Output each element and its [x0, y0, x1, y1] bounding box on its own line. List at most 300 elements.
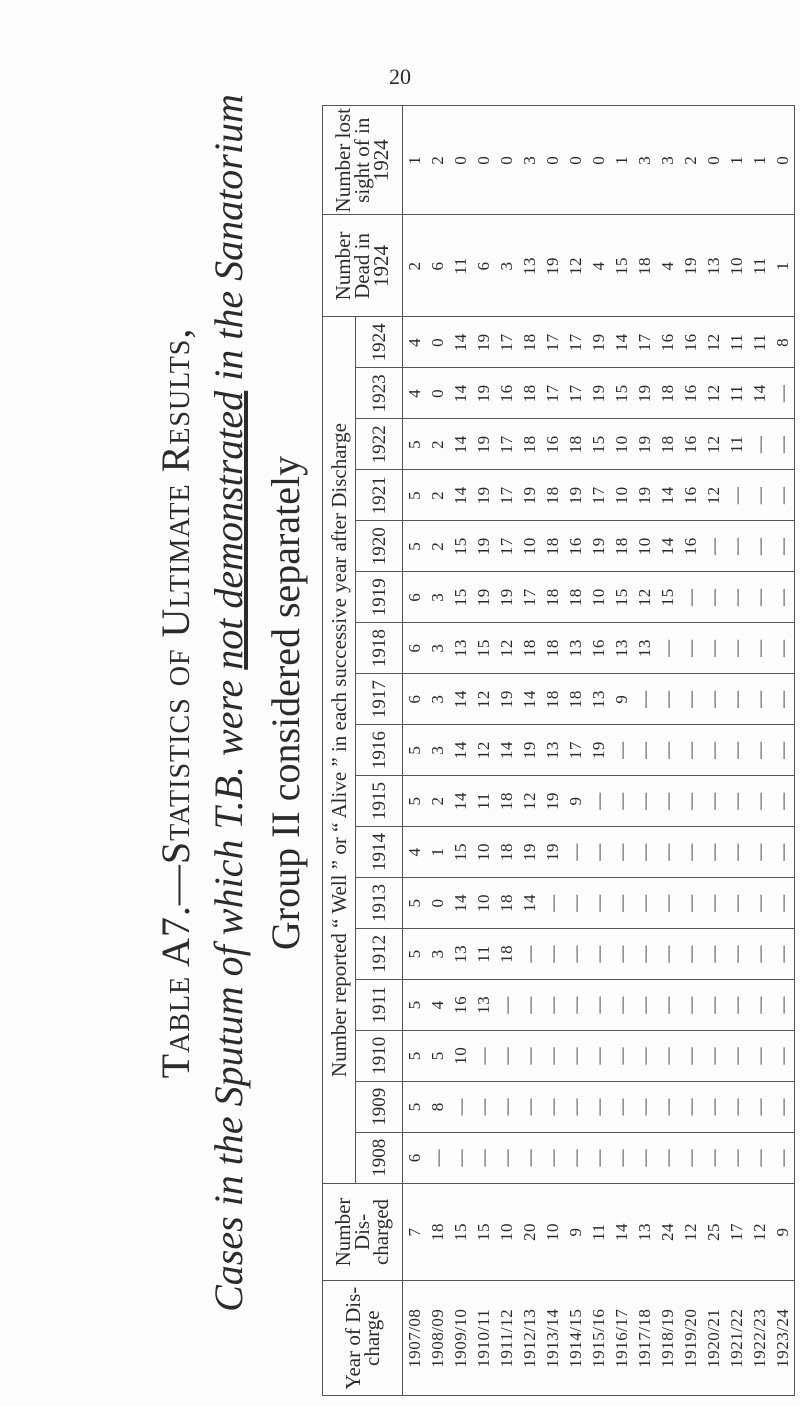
table-row	[679, 106, 702, 1396]
cell-value: 0	[426, 877, 449, 928]
cell-value: 16	[495, 368, 518, 419]
cell-value: —	[541, 877, 564, 928]
cell-value: —	[633, 1030, 656, 1081]
cell-value: —	[748, 725, 771, 776]
cell-value: —	[771, 674, 795, 725]
cell-lost: 3	[633, 106, 656, 216]
cell-value: —	[564, 1030, 587, 1081]
cell-value: 16	[587, 623, 610, 674]
cell-discharged: 11	[587, 1183, 610, 1281]
cell-value: —	[518, 979, 541, 1030]
cell-value: —	[725, 1030, 748, 1081]
cell-value: 17	[564, 317, 587, 368]
cell-value: 11	[725, 317, 748, 368]
cell-value: —	[633, 928, 656, 979]
cell-value: —	[748, 1081, 771, 1132]
cell-value: 14	[518, 674, 541, 725]
cell-discharged: 25	[702, 1183, 725, 1281]
cell-dead: 13	[518, 215, 541, 317]
cell-value: —	[702, 827, 725, 878]
cell-dead: 11	[748, 215, 771, 317]
cell-value: 10	[610, 419, 633, 470]
cell-value: 14	[449, 317, 472, 368]
cell-value: 14	[518, 877, 541, 928]
cell-value: —	[541, 1030, 564, 1081]
cell-value: 12	[702, 368, 725, 419]
cell-value: —	[541, 1132, 564, 1183]
cell-value: —	[702, 928, 725, 979]
table-row	[403, 106, 427, 1396]
cell-value: —	[748, 928, 771, 979]
cell-value: 5	[426, 1030, 449, 1081]
cell-year: 1913/14	[541, 1281, 564, 1396]
cell-year: 1922/23	[748, 1281, 771, 1396]
cell-value: —	[679, 725, 702, 776]
cell-value: 16	[679, 368, 702, 419]
cell-value: —	[748, 877, 771, 928]
cell-dead: 3	[495, 215, 518, 317]
cell-value: 5	[403, 1081, 427, 1132]
cell-value: 16	[564, 521, 587, 572]
cell-value: —	[748, 572, 771, 623]
cell-year: 1912/13	[518, 1281, 541, 1396]
cell-value: —	[633, 1132, 656, 1183]
cell-value: 19	[472, 572, 495, 623]
table-row	[541, 106, 564, 1396]
cell-value: 16	[679, 317, 702, 368]
cell-value: —	[610, 877, 633, 928]
cell-discharged: 10	[495, 1183, 518, 1281]
cell-value: 13	[449, 623, 472, 674]
cell-value: 3	[426, 623, 449, 674]
cell-lost: 1	[610, 106, 633, 216]
cell-value: —	[702, 572, 725, 623]
table-row	[748, 106, 771, 1396]
cell-value: —	[748, 521, 771, 572]
cell-value: —	[725, 623, 748, 674]
header-year-col: 1913	[356, 877, 403, 928]
cell-value: 16	[656, 317, 679, 368]
cell-value: 16	[679, 470, 702, 521]
cell-value: 18	[518, 419, 541, 470]
header-year: Year of Dis-charge	[323, 1281, 403, 1396]
table-row	[426, 106, 449, 1396]
cell-value: —	[495, 979, 518, 1030]
cell-value: 12	[702, 470, 725, 521]
cell-value: 19	[633, 368, 656, 419]
cell-value: —	[702, 521, 725, 572]
cell-year: 1920/21	[702, 1281, 725, 1396]
cell-value: 18	[495, 827, 518, 878]
cell-value: —	[679, 979, 702, 1030]
cell-value: 10	[633, 521, 656, 572]
header-year-col: 1908	[356, 1132, 403, 1183]
cell-discharged: 17	[725, 1183, 748, 1281]
cell-value: —	[725, 572, 748, 623]
cell-value: —	[610, 1030, 633, 1081]
cell-value: 18	[541, 572, 564, 623]
cell-value: 14	[449, 470, 472, 521]
cell-value: 5	[403, 419, 427, 470]
cell-value: 16	[541, 419, 564, 470]
cell-value: 17	[495, 470, 518, 521]
cell-value: 19	[472, 419, 495, 470]
cell-value: —	[564, 877, 587, 928]
cell-value: 13	[541, 725, 564, 776]
cell-value: 10	[472, 877, 495, 928]
cell-value: 19	[472, 368, 495, 419]
cell-value: —	[679, 572, 702, 623]
cell-value: 14	[449, 368, 472, 419]
cell-value: 18	[518, 317, 541, 368]
cell-value: —	[679, 877, 702, 928]
cell-value: —	[610, 1132, 633, 1183]
cell-value: 14	[449, 674, 472, 725]
cell-value: —	[656, 776, 679, 827]
results-table	[322, 105, 795, 1396]
cell-value: —	[771, 877, 795, 928]
cell-value: —	[610, 1081, 633, 1132]
cell-value: 6	[403, 623, 427, 674]
table-row	[656, 106, 679, 1396]
cell-value: —	[564, 827, 587, 878]
cell-value: 18	[656, 368, 679, 419]
cell-value: —	[748, 419, 771, 470]
cell-value: —	[702, 776, 725, 827]
header-discharged: Number Dis-charged	[323, 1183, 403, 1281]
cell-value: 19	[564, 470, 587, 521]
cell-value: —	[748, 470, 771, 521]
cell-dead: 19	[541, 215, 564, 317]
cell-value: 4	[426, 979, 449, 1030]
group-note: Group II considered separately	[263, 455, 308, 951]
cell-value: 18	[541, 623, 564, 674]
cell-value: 17	[518, 572, 541, 623]
cell-value: —	[495, 1081, 518, 1132]
cell-dead: 4	[656, 215, 679, 317]
cell-value: 14	[656, 470, 679, 521]
cell-value: 19	[472, 317, 495, 368]
cell-year: 1909/10	[449, 1281, 472, 1396]
header-year-col: 1921	[356, 470, 403, 521]
cell-value: —	[564, 979, 587, 1030]
cell-value: —	[610, 776, 633, 827]
cell-value: 18	[541, 521, 564, 572]
cell-value: —	[633, 674, 656, 725]
cell-value: 19	[587, 725, 610, 776]
cell-lost: 1	[403, 106, 427, 216]
cell-value: —	[725, 827, 748, 878]
cell-value: 17	[495, 317, 518, 368]
table-row	[610, 106, 633, 1396]
cell-dead: 1	[771, 215, 795, 317]
cell-value: 10	[449, 1030, 472, 1081]
cell-value: 10	[518, 521, 541, 572]
cell-value: —	[656, 827, 679, 878]
cell-value: 15	[587, 419, 610, 470]
cell-value: —	[771, 827, 795, 878]
table-row	[587, 106, 610, 1396]
cell-value: 5	[403, 877, 427, 928]
cell-value: 17	[633, 317, 656, 368]
cell-dead: 6	[426, 215, 449, 317]
cell-value: 5	[403, 725, 427, 776]
cell-dead: 15	[610, 215, 633, 317]
cell-value: 16	[449, 979, 472, 1030]
cell-value: 18	[610, 521, 633, 572]
cell-value: 5	[403, 521, 427, 572]
cell-value: 17	[495, 521, 518, 572]
cell-value: 14	[449, 725, 472, 776]
cell-value: —	[518, 1132, 541, 1183]
cell-value: —	[656, 877, 679, 928]
cell-year: 1911/12	[495, 1281, 518, 1396]
cell-value: —	[679, 1030, 702, 1081]
cell-value: —	[587, 1030, 610, 1081]
cell-value: 19	[633, 470, 656, 521]
cell-lost: 0	[449, 106, 472, 216]
cell-value: 3	[426, 928, 449, 979]
cell-value: —	[725, 928, 748, 979]
cell-value: —	[702, 877, 725, 928]
cell-value: —	[771, 776, 795, 827]
cell-value: —	[656, 674, 679, 725]
cell-value: —	[702, 674, 725, 725]
cell-value: —	[702, 979, 725, 1030]
cell-value: 6	[403, 572, 427, 623]
cell-value: —	[771, 979, 795, 1030]
cell-value: —	[633, 1081, 656, 1132]
cell-value: —	[656, 725, 679, 776]
cell-discharged: 12	[748, 1183, 771, 1281]
cell-value: 19	[518, 725, 541, 776]
header-span: Number reported “ Well ” or “ Alive ” in each successive year after Discharge	[323, 317, 356, 1183]
cell-value: —	[426, 1132, 449, 1183]
cell-discharged: 24	[656, 1183, 679, 1281]
cell-value: 17	[564, 725, 587, 776]
cell-value: 11	[472, 776, 495, 827]
cell-lost: 0	[495, 106, 518, 216]
cell-value: 15	[449, 827, 472, 878]
cell-value: 19	[518, 827, 541, 878]
page-number: 20	[389, 64, 411, 89]
cell-value: 11	[748, 317, 771, 368]
cell-value: —	[610, 725, 633, 776]
cell-value: —	[587, 877, 610, 928]
cell-year: 1917/18	[633, 1281, 656, 1396]
cell-value: 14	[748, 368, 771, 419]
cell-value: —	[771, 1132, 795, 1183]
cell-value: 18	[495, 877, 518, 928]
cell-lost: 1	[748, 106, 771, 216]
cell-value: 6	[403, 1132, 427, 1183]
cell-value: —	[564, 928, 587, 979]
cell-value: 16	[679, 521, 702, 572]
cell-value: —	[610, 979, 633, 1030]
cell-value: 13	[449, 928, 472, 979]
cell-value: —	[679, 928, 702, 979]
cell-value: 8	[771, 317, 795, 368]
cell-year: 1919/20	[679, 1281, 702, 1396]
table-title: Table A7.—Statistics of Ultimate Results,	[153, 327, 198, 1079]
cell-value: 12	[518, 776, 541, 827]
cell-value: 3	[426, 674, 449, 725]
cell-value: 18	[541, 470, 564, 521]
cell-value: 18	[518, 623, 541, 674]
cell-year: 1907/08	[403, 1281, 427, 1396]
cell-value: 1	[426, 827, 449, 878]
cell-value: —	[748, 979, 771, 1030]
cell-year: 1923/24	[771, 1281, 795, 1396]
cell-value: 18	[541, 674, 564, 725]
header-year-col: 1924	[356, 317, 403, 368]
cell-dead: 6	[472, 215, 495, 317]
header-year-col: 1922	[356, 419, 403, 470]
cell-discharged: 15	[449, 1183, 472, 1281]
cell-value: 17	[564, 368, 587, 419]
cell-value: —	[633, 877, 656, 928]
cell-value: —	[679, 776, 702, 827]
cell-value: —	[748, 1132, 771, 1183]
cell-value: 0	[426, 368, 449, 419]
cell-lost: 0	[771, 106, 795, 216]
cell-value: —	[472, 1030, 495, 1081]
cell-value: —	[702, 623, 725, 674]
table-row	[633, 106, 656, 1396]
cell-value: 15	[472, 623, 495, 674]
cell-value: 14	[449, 419, 472, 470]
header-year-col: 1914	[356, 827, 403, 878]
cell-value: 14	[610, 317, 633, 368]
cell-value: —	[587, 979, 610, 1030]
cell-value: —	[771, 1081, 795, 1132]
cell-value: 19	[495, 674, 518, 725]
cell-dead: 19	[679, 215, 702, 317]
cell-value: —	[587, 1081, 610, 1132]
cell-value: —	[610, 928, 633, 979]
cell-value: —	[541, 928, 564, 979]
cell-value: 11	[725, 419, 748, 470]
cell-dead: 2	[403, 215, 427, 317]
cell-value: 18	[495, 776, 518, 827]
header-year-col: 1911	[356, 979, 403, 1030]
cell-value: —	[679, 623, 702, 674]
cell-value: 5	[403, 776, 427, 827]
cell-lost: 0	[587, 106, 610, 216]
cell-value: —	[587, 776, 610, 827]
cell-value: 10	[610, 470, 633, 521]
table-row	[495, 106, 518, 1396]
cell-value: —	[771, 368, 795, 419]
cell-value: 6	[403, 674, 427, 725]
cell-value: —	[725, 1132, 748, 1183]
cell-value: —	[633, 725, 656, 776]
cell-value: 13	[564, 623, 587, 674]
cell-value: 5	[403, 928, 427, 979]
cell-value: 2	[426, 521, 449, 572]
table-row	[518, 106, 541, 1396]
cell-discharged: 7	[403, 1183, 427, 1281]
cell-value: —	[656, 928, 679, 979]
cell-year: 1908/09	[426, 1281, 449, 1396]
cell-value: —	[656, 623, 679, 674]
cell-value: —	[725, 979, 748, 1030]
cell-value: —	[564, 1132, 587, 1183]
cell-year: 1915/16	[587, 1281, 610, 1396]
cell-lost: 2	[426, 106, 449, 216]
header-dead: Number Dead in 1924	[323, 215, 403, 317]
cell-value: 12	[472, 674, 495, 725]
cell-lost: 0	[702, 106, 725, 216]
cell-value: 10	[472, 827, 495, 878]
cell-value: 14	[449, 877, 472, 928]
cell-value: 13	[610, 623, 633, 674]
cell-value: —	[702, 725, 725, 776]
cell-value: —	[495, 1132, 518, 1183]
cell-year: 1916/17	[610, 1281, 633, 1396]
cell-value: 8	[426, 1081, 449, 1132]
cell-value: —	[771, 725, 795, 776]
header-year-col: 1912	[356, 928, 403, 979]
cell-value: —	[587, 1132, 610, 1183]
cell-value: 9	[564, 776, 587, 827]
cell-value: —	[725, 1081, 748, 1132]
cell-value: —	[702, 1132, 725, 1183]
cell-value: 19	[587, 317, 610, 368]
cell-value: 2	[426, 776, 449, 827]
cell-value: —	[564, 1081, 587, 1132]
cell-value: 19	[633, 419, 656, 470]
cell-lost: 0	[564, 106, 587, 216]
cell-value: 5	[403, 979, 427, 1030]
cell-value: —	[702, 1030, 725, 1081]
cell-value: 12	[702, 317, 725, 368]
cell-value: —	[656, 1132, 679, 1183]
cell-discharged: 10	[541, 1183, 564, 1281]
cell-value: —	[725, 877, 748, 928]
table-row	[449, 106, 472, 1396]
cell-value: 14	[495, 725, 518, 776]
cell-discharged: 14	[610, 1183, 633, 1281]
cell-value: 3	[426, 572, 449, 623]
cell-value: 12	[702, 419, 725, 470]
cell-value: 18	[564, 419, 587, 470]
cell-value: 17	[541, 317, 564, 368]
cell-value: —	[656, 1030, 679, 1081]
cell-value: 14	[656, 521, 679, 572]
cell-value: —	[725, 674, 748, 725]
cell-value: —	[702, 1081, 725, 1132]
cell-value: 17	[541, 368, 564, 419]
cell-discharged: 9	[564, 1183, 587, 1281]
cell-value: —	[656, 979, 679, 1030]
cell-value: —	[771, 521, 795, 572]
cell-value: —	[748, 827, 771, 878]
cell-value: 19	[587, 521, 610, 572]
table-row	[725, 106, 748, 1396]
table-subtitle: Cases in the Sputum of which T.B. were not demonstrated in the Sanatorium	[206, 94, 251, 1312]
table-row	[771, 106, 795, 1396]
header-year-col: 1923	[356, 368, 403, 419]
cell-dead: 10	[725, 215, 748, 317]
cell-year: 1910/11	[472, 1281, 495, 1396]
cell-value: —	[748, 1030, 771, 1081]
cell-value: —	[518, 1081, 541, 1132]
cell-value: —	[771, 623, 795, 674]
cell-value: 16	[679, 419, 702, 470]
cell-discharged: 9	[771, 1183, 795, 1281]
cell-value: 14	[449, 776, 472, 827]
